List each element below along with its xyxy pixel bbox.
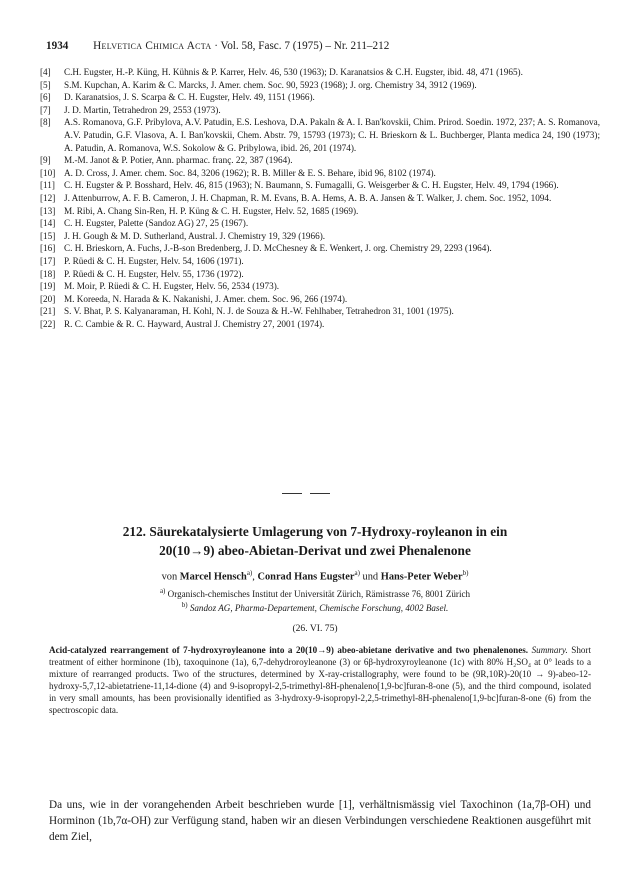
reference-number: [15]	[40, 230, 56, 241]
running-head	[46, 40, 606, 52]
reference-item	[40, 79, 600, 92]
reference-number: [13]	[40, 205, 56, 216]
affiliation-b	[50, 601, 580, 613]
abstract-text: Short treatment of either horminone (1b), taxoquinone (1a), 6,7-dehydroroyleanone (3) or 6β-hydroxyroyleanone (1c) with 80% H₂SO₄ at 0° leads to a mixture of rearranged products. Two of the structures, determined by X-ray-cristallography, were found to be (9R,10R)-20(10 → 9)-abeo-12-hydroxy-5,7,12-abietatriene-11,14-dione (4) and 9-isopropyl-2,5-trimethyl-8H-phenaleno[1,9-bc]furan-8-one (5), and the third compound, isolated in very small amounts, has been provisionally identified as 3-hydroxy-9-isopropyl-2,2,5-trimethyl-8H-phenaleno[1,9-bc]furan-8-one (6) from the spectroscopic data.	[49, 645, 591, 715]
affil-text: Sandoz AG, Pharma-Departement, Chemische Forschung, 4002 Basel.	[189, 603, 449, 614]
abstract	[49, 645, 591, 716]
reference-item	[40, 116, 600, 154]
reference-item	[40, 293, 600, 306]
author-name: Marcel Hensch	[179, 571, 247, 583]
reference-number: [8]	[40, 117, 51, 128]
reference-text: J. Attenburrow, A. F. B. Cameron, J. H. Chapman, R. M. Evans, B. A. Hems, A. B. A. Jansen & T. Walker, J. chem. Soc. 1952, 1094.	[64, 192, 552, 203]
article-title-line: 212. Säurekatalysierte Umlagerung von 7-Hydroxy-royleanon in ein	[122, 524, 508, 539]
reference-text: D. Karanatsios, J. S. Scarpa & C. H. Eugster, Helv. 49, 1151 (1966).	[64, 92, 315, 103]
reference-item	[40, 230, 600, 243]
separator-dash	[310, 493, 330, 494]
affiliation-a	[50, 587, 580, 599]
reference-number: [18]	[40, 268, 56, 279]
separator-dash	[282, 493, 302, 494]
reference-number: [21]	[40, 306, 56, 317]
reference-number: [6]	[40, 92, 51, 103]
reference-number: [22]	[40, 318, 56, 329]
reference-text: C. H. Eugster, Palette (Sandoz AG) 27, 25 (1967).	[64, 218, 249, 229]
body-paragraph: Da uns, wie in der vorangehenden Arbeit beschrieben wurde [1], verhältnismässig viel Taxochinon (1a,7β-OH) und Horminon (1b,7α-OH) zur Verfügung stand, haben wir an diesen Verbindungen verschiedene Reaktionen ausgeführt mit dem Ziel,	[49, 799, 591, 844]
reference-number: [20]	[40, 293, 56, 304]
author-name: Conrad Hans Eugster	[257, 571, 355, 583]
reference-text: A.S. Romanova, G.F. Pribylova, A.V. Patudin, E.S. Leshova, D.A. Pakaln & A. I. Ban'kovskii, Chim. Prirod. Soedin. 1972, 237; A. S. Romanova, A.V. Patudin, G.F. Vlasova, A. I. Ban'kovskii, Chem. Abstr. 79, 15793 (1973); C. H. Brieskorn & L. Buchberger, Planta medica 24, 190 (1973); A. Patudin, A. Romanova, W.S. Sokolow & G. Pribylowa, ibid. 26, 201 (1974).	[64, 117, 600, 153]
article-title	[50, 522, 580, 560]
reference-item	[40, 318, 600, 331]
reference-item	[40, 154, 600, 167]
reference-number: [17]	[40, 255, 56, 266]
reference-item	[40, 268, 600, 281]
reference-text: A. D. Cross, J. Amer. chem. Soc. 84, 3206 (1962); R. B. Miller & E. S. Behare, ibid 96, 8102 (1974).	[64, 167, 436, 178]
reference-text: C. H. Brieskorn, A. Fuchs, J.-B-son Bredenberg, J. D. McChesney & E. Wenkert, J. org. Chemistry 29, 2293 (1964).	[64, 243, 492, 254]
author-line: von Marcel Hensch$^{a)}$, Conrad Hans Eugster$^{a)}$ und Hans-Peter Weber$^{b)}$	[161, 569, 469, 583]
reference-number: [11]	[40, 180, 55, 191]
reference-text: M. Koreeda, N. Harada & K. Nakanishi, J. Amer. chem. Soc. 96, 266 (1974).	[64, 293, 348, 304]
reference-text: M.-M. Janot & P. Potier, Ann. pharmac. franç. 22, 387 (1964).	[64, 155, 293, 166]
author-affil-mark: a)	[354, 569, 360, 577]
reference-text: M. Moir, P. Rüedi & C. H. Eugster, Helv. 56, 2534 (1973).	[64, 281, 280, 292]
reference-text: S. V. Bhat, P. S. Kalyanaraman, H. Kohl, N. J. de Souza & H.-W. Fehlhaber, Tetrahedron 31, 1001 (1975).	[64, 306, 454, 317]
reference-number: [19]	[40, 281, 56, 292]
reference-item	[40, 192, 600, 205]
reference-text: C.H. Eugster, H.-P. Küng, H. Kühnis & P. Karrer, Helv. 46, 530 (1963); D. Karanatsios & C.H. Eugster, ibid. 48, 471 (1965).	[64, 67, 523, 77]
reference-item	[40, 217, 600, 230]
page-number: 1934	[46, 40, 69, 52]
reference-item	[40, 255, 600, 268]
reference-text: S.M. Kupchan, A. Karim & C. Marcks, J. Amer. chem. Soc. 90, 5923 (1968); J. org. Chemistry 34, 3912 (1969).	[64, 79, 477, 90]
received-date: (26. VI. 75)	[292, 623, 338, 634]
reference-item	[40, 305, 600, 318]
abstract-summary-label: Summary.	[531, 645, 568, 655]
reference-item	[40, 167, 600, 180]
reference-text: J. D. Martin, Tetrahedron 29, 2553 (1973).	[64, 104, 221, 115]
author-affil-mark: b)	[462, 569, 469, 577]
reference-list	[40, 66, 600, 330]
reference-text: P. Rüedi & C. H. Eugster, Helv. 54, 1606 (1971).	[64, 255, 244, 266]
author-und: und	[362, 571, 379, 583]
affil-mark: a)	[159, 587, 166, 595]
reference-number: [10]	[40, 167, 56, 178]
reference-text: R. C. Cambie & R. C. Hayward, Austral J. Chemistry 27, 2001 (1974).	[64, 318, 325, 329]
reference-text: C. H. Eugster & P. Bosshard, Helv. 46, 815 (1963); N. Baumann, S. Fumagalli, G. Weisgerber & C. H. Eugster, Helv. 49, 1794 (1966).	[64, 180, 559, 191]
article-title-line: 20(10→9) abeo-Abietan-Derivat und zwei Phenalenone	[159, 543, 471, 558]
reference-item	[40, 104, 600, 117]
issue-info: · Vol. 58, Fasc. 7 (1975) – Nr. 211–212	[214, 40, 390, 52]
reference-number: [5]	[40, 79, 51, 90]
reference-number: [14]	[40, 218, 56, 229]
reference-item	[40, 66, 600, 79]
journal-name: Helvetica Chimica Acta	[93, 40, 212, 52]
reference-item	[40, 205, 600, 218]
reference-item	[40, 91, 600, 104]
reference-number: [9]	[40, 155, 51, 166]
reference-number: [16]	[40, 243, 56, 254]
author-name: Hans-Peter Weber	[380, 571, 463, 583]
reference-item	[40, 179, 600, 192]
author-affil-mark: a)	[246, 569, 253, 577]
reference-item	[40, 242, 600, 255]
author-von: von	[161, 571, 178, 583]
reference-number: [12]	[40, 192, 56, 203]
affil-mark: b)	[181, 601, 188, 609]
reference-text: M. Ribi, A. Chang Sin-Ren, H. P. Küng & C. H. Eugster, Helv. 52, 1685 (1969).	[64, 205, 359, 216]
reference-text: P. Rüedi & C. H. Eugster, Helv. 55, 1736 (1972).	[64, 268, 244, 279]
reference-number: [7]	[40, 104, 51, 115]
reference-text: J. H. Gough & M. D. Sutherland, Austral. J. Chemistry 19, 329 (1966).	[64, 230, 326, 241]
reference-number: [4]	[40, 67, 51, 77]
abstract-title: Acid-catalyzed rearrangement of 7-hydroxyroyleanone into a 20(10→9) abeo-abietane derivative and two phenalenones.	[49, 645, 529, 655]
affil-text: Organisch-chemisches Institut der Universität Zürich, Rämistrasse 76, 8001 Zürich	[167, 589, 471, 600]
reference-item	[40, 280, 600, 293]
